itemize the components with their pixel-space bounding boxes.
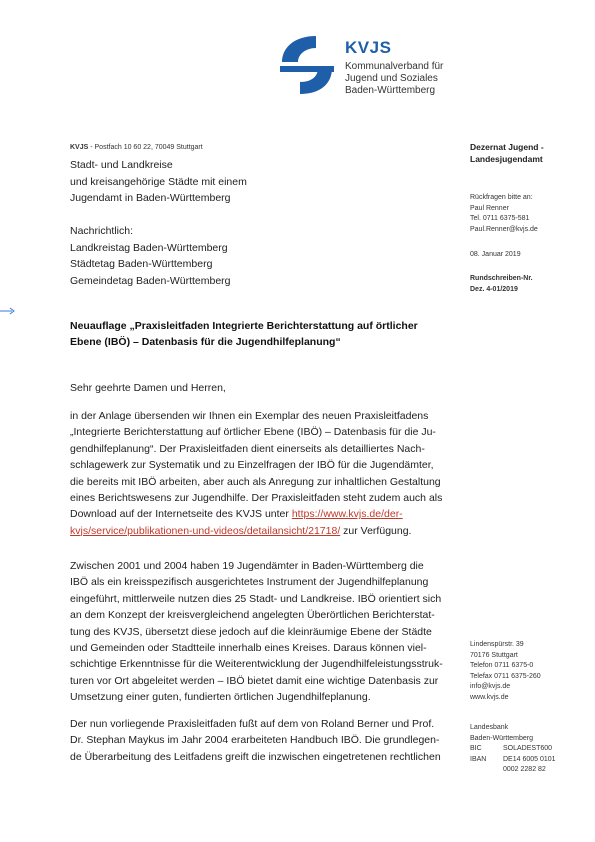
body-line: tung des KVJS, übersetzt diese jedoch auf die kleinräumige Ebene der Städte <box>70 625 432 638</box>
iban-value: 0002 2282 82 <box>503 766 546 773</box>
contact-block <box>470 193 538 235</box>
department-line: Landesjugendamt <box>470 154 543 164</box>
sender-line <box>70 144 203 151</box>
iban-label: IBAN <box>470 755 487 763</box>
circular-number <box>470 274 533 295</box>
logo-subtitle-line: Jugend und Soziales <box>345 73 438 84</box>
body-line: IBÖ als ein kreisspezifisch ausgerichtetes Instrument der Jugendhilfeplanung <box>70 576 429 589</box>
logo-subtitle-line: Kommunalverband für <box>345 61 444 72</box>
recipient-block <box>70 157 247 207</box>
cc-line: Landkreistag Baden-Württemberg <box>70 241 228 254</box>
body-line <box>70 506 470 522</box>
body-line <box>70 523 470 539</box>
body-line: und Gemeinden oder Stadtteile innerhalb eines Kreises. Daraus können viel- <box>70 642 427 655</box>
bic-label: BIC <box>470 745 482 752</box>
logo-subtitle-line: Baden-Württemberg <box>345 85 436 96</box>
body-line: schichtige Erkenntnisse für die Weiterentwicklung der Jugendhilfeleistungsstruk- <box>70 658 443 671</box>
sender-org: KVJS <box>70 144 89 151</box>
address-line: Telefon 0711 6375-0 <box>470 662 534 669</box>
body-line: Umsetzung einer guten, fundierten örtlichen Jugendhilfeplanung. <box>70 691 371 704</box>
bic-row <box>470 744 556 755</box>
body-line: eines Berichtswesens zur Jugendhilfe. Der Praxisleitfaden steht zudem auch als <box>70 492 443 505</box>
body-line: in der Anlage übersenden wir Ihnen ein Exemplar des neuen Praxisleitfadens <box>70 410 429 422</box>
cc-heading: Nachrichtlich: <box>70 225 134 237</box>
salutation: Sehr geehrte Damen und Herren, <box>70 382 226 394</box>
department-line: Dezernat Jugend - <box>470 142 544 152</box>
circular-label: Rundschreiben-Nr. <box>470 275 533 282</box>
iban-row-2 <box>470 765 556 776</box>
paragraph-3 <box>70 716 470 765</box>
letter-subject <box>70 318 460 350</box>
circular-value: Dez. 4-01/2019 <box>470 285 518 293</box>
logo-name: KVJS <box>345 38 392 57</box>
body-line: Zwischen 2001 und 2004 haben 19 Jugendämter in Baden-Württemberg die <box>70 560 424 572</box>
recipient-line: Stadt- und Landkreise <box>70 159 173 171</box>
body-line: de Überarbeitung des Leitfadens greift die inzwischen eingetretenen rechtlichen <box>70 750 441 763</box>
office-address <box>470 640 541 703</box>
body-line: „Integrierte Berichterstattung auf örtlicher Ebene (IBÖ) – Datenbasis für die Ju- <box>70 426 436 439</box>
bank-details <box>470 723 556 776</box>
fold-mark-arrow-icon <box>0 306 16 316</box>
logo-subtitle <box>345 61 443 97</box>
iban-value: DE14 6005 0101 <box>503 755 556 763</box>
bank-name: Baden-Württemberg <box>470 734 534 742</box>
body-line: schlagewerk zur Systematik und zu Einzelfragen der IBÖ für die Jugendämter, <box>70 459 434 472</box>
address-line: www.kvjs.de <box>470 693 509 701</box>
recipient-line: und kreisangehörige Städte mit einem <box>70 175 247 188</box>
contact-email: Paul.Renner@kvjs.de <box>470 225 538 233</box>
address-line: info@kvjs.de <box>470 683 511 690</box>
body-line: an dem Konzept der kreisvergleichend angelegten Überörtlichen Berichterstat- <box>70 609 435 622</box>
bic-value: SOLADEST600 <box>503 745 553 752</box>
iban-row <box>470 755 556 766</box>
subject-line: Ebene (IBÖ) – Datenbasis für die Jugendhilfeplanung“ <box>70 336 341 348</box>
publication-link-continued[interactable]: kvjs/service/publikationen-und-videos/detailansicht/21718/ <box>70 524 341 537</box>
cc-line: Gemeindetag Baden-Württemberg <box>70 274 231 287</box>
sender-address: - Postfach 10 60 22, 70049 Stuttgart <box>88 144 203 151</box>
address-line: Lindenspürstr. 39 <box>470 641 524 648</box>
body-line: eingeführt, mittlerweile nutzen dies 25 Stadt- und Landkreise. IBÖ orientiert sich <box>70 592 442 605</box>
contact-phone: Tel. 0711 6375-581 <box>470 215 530 222</box>
bank-name: Landesbank <box>470 724 509 731</box>
body-line: gendhilfeplanung“. Der Praxisleitfaden dient einerseits als detailliertes Nach- <box>70 442 425 455</box>
body-line: Dr. Stephan Maykus im Jahr 2004 erarbeiteten Handbuch IBÖ. Die grundlegen- <box>70 734 440 747</box>
publication-link[interactable]: https://www.kvjs.de/der- <box>291 508 403 521</box>
recipient-line: Jugendamt in Baden-Württemberg <box>70 192 231 204</box>
address-line: Telefax 0711 6375-260 <box>470 672 541 680</box>
kvjs-logo-icon <box>276 32 338 98</box>
address-line: 70176 Stuttgart <box>470 651 518 659</box>
body-line: Der nun vorliegende Praxisleitfaden fußt auf dem von Roland Berner und Prof. <box>70 718 435 730</box>
letter-date: 08. Januar 2019 <box>470 251 521 258</box>
paragraph-1 <box>70 408 470 539</box>
department <box>470 141 544 165</box>
body-line: die bereits mit IBÖ arbeiten, aber auch als Anregung zur inhaltlichen Gestaltung <box>70 475 441 488</box>
subject-line: Neuauflage „Praxisleitfaden Integrierte Berichterstattung auf örtlicher <box>70 320 418 332</box>
paragraph-2 <box>70 558 470 706</box>
body-text: Download auf der Internetseite des KVJS unter <box>70 508 292 521</box>
body-line: turen vor Ort abgeleitet werden – IBÖ bietet damit eine wichtige Datenbasis zur <box>70 674 439 687</box>
cc-block <box>70 223 231 289</box>
cc-line: Städtetag Baden-Württemberg <box>70 258 213 270</box>
contact-label: Rückfragen bitte an: <box>470 194 533 201</box>
body-text: zur Verfügung. <box>340 524 412 537</box>
contact-name: Paul Renner <box>470 204 509 212</box>
